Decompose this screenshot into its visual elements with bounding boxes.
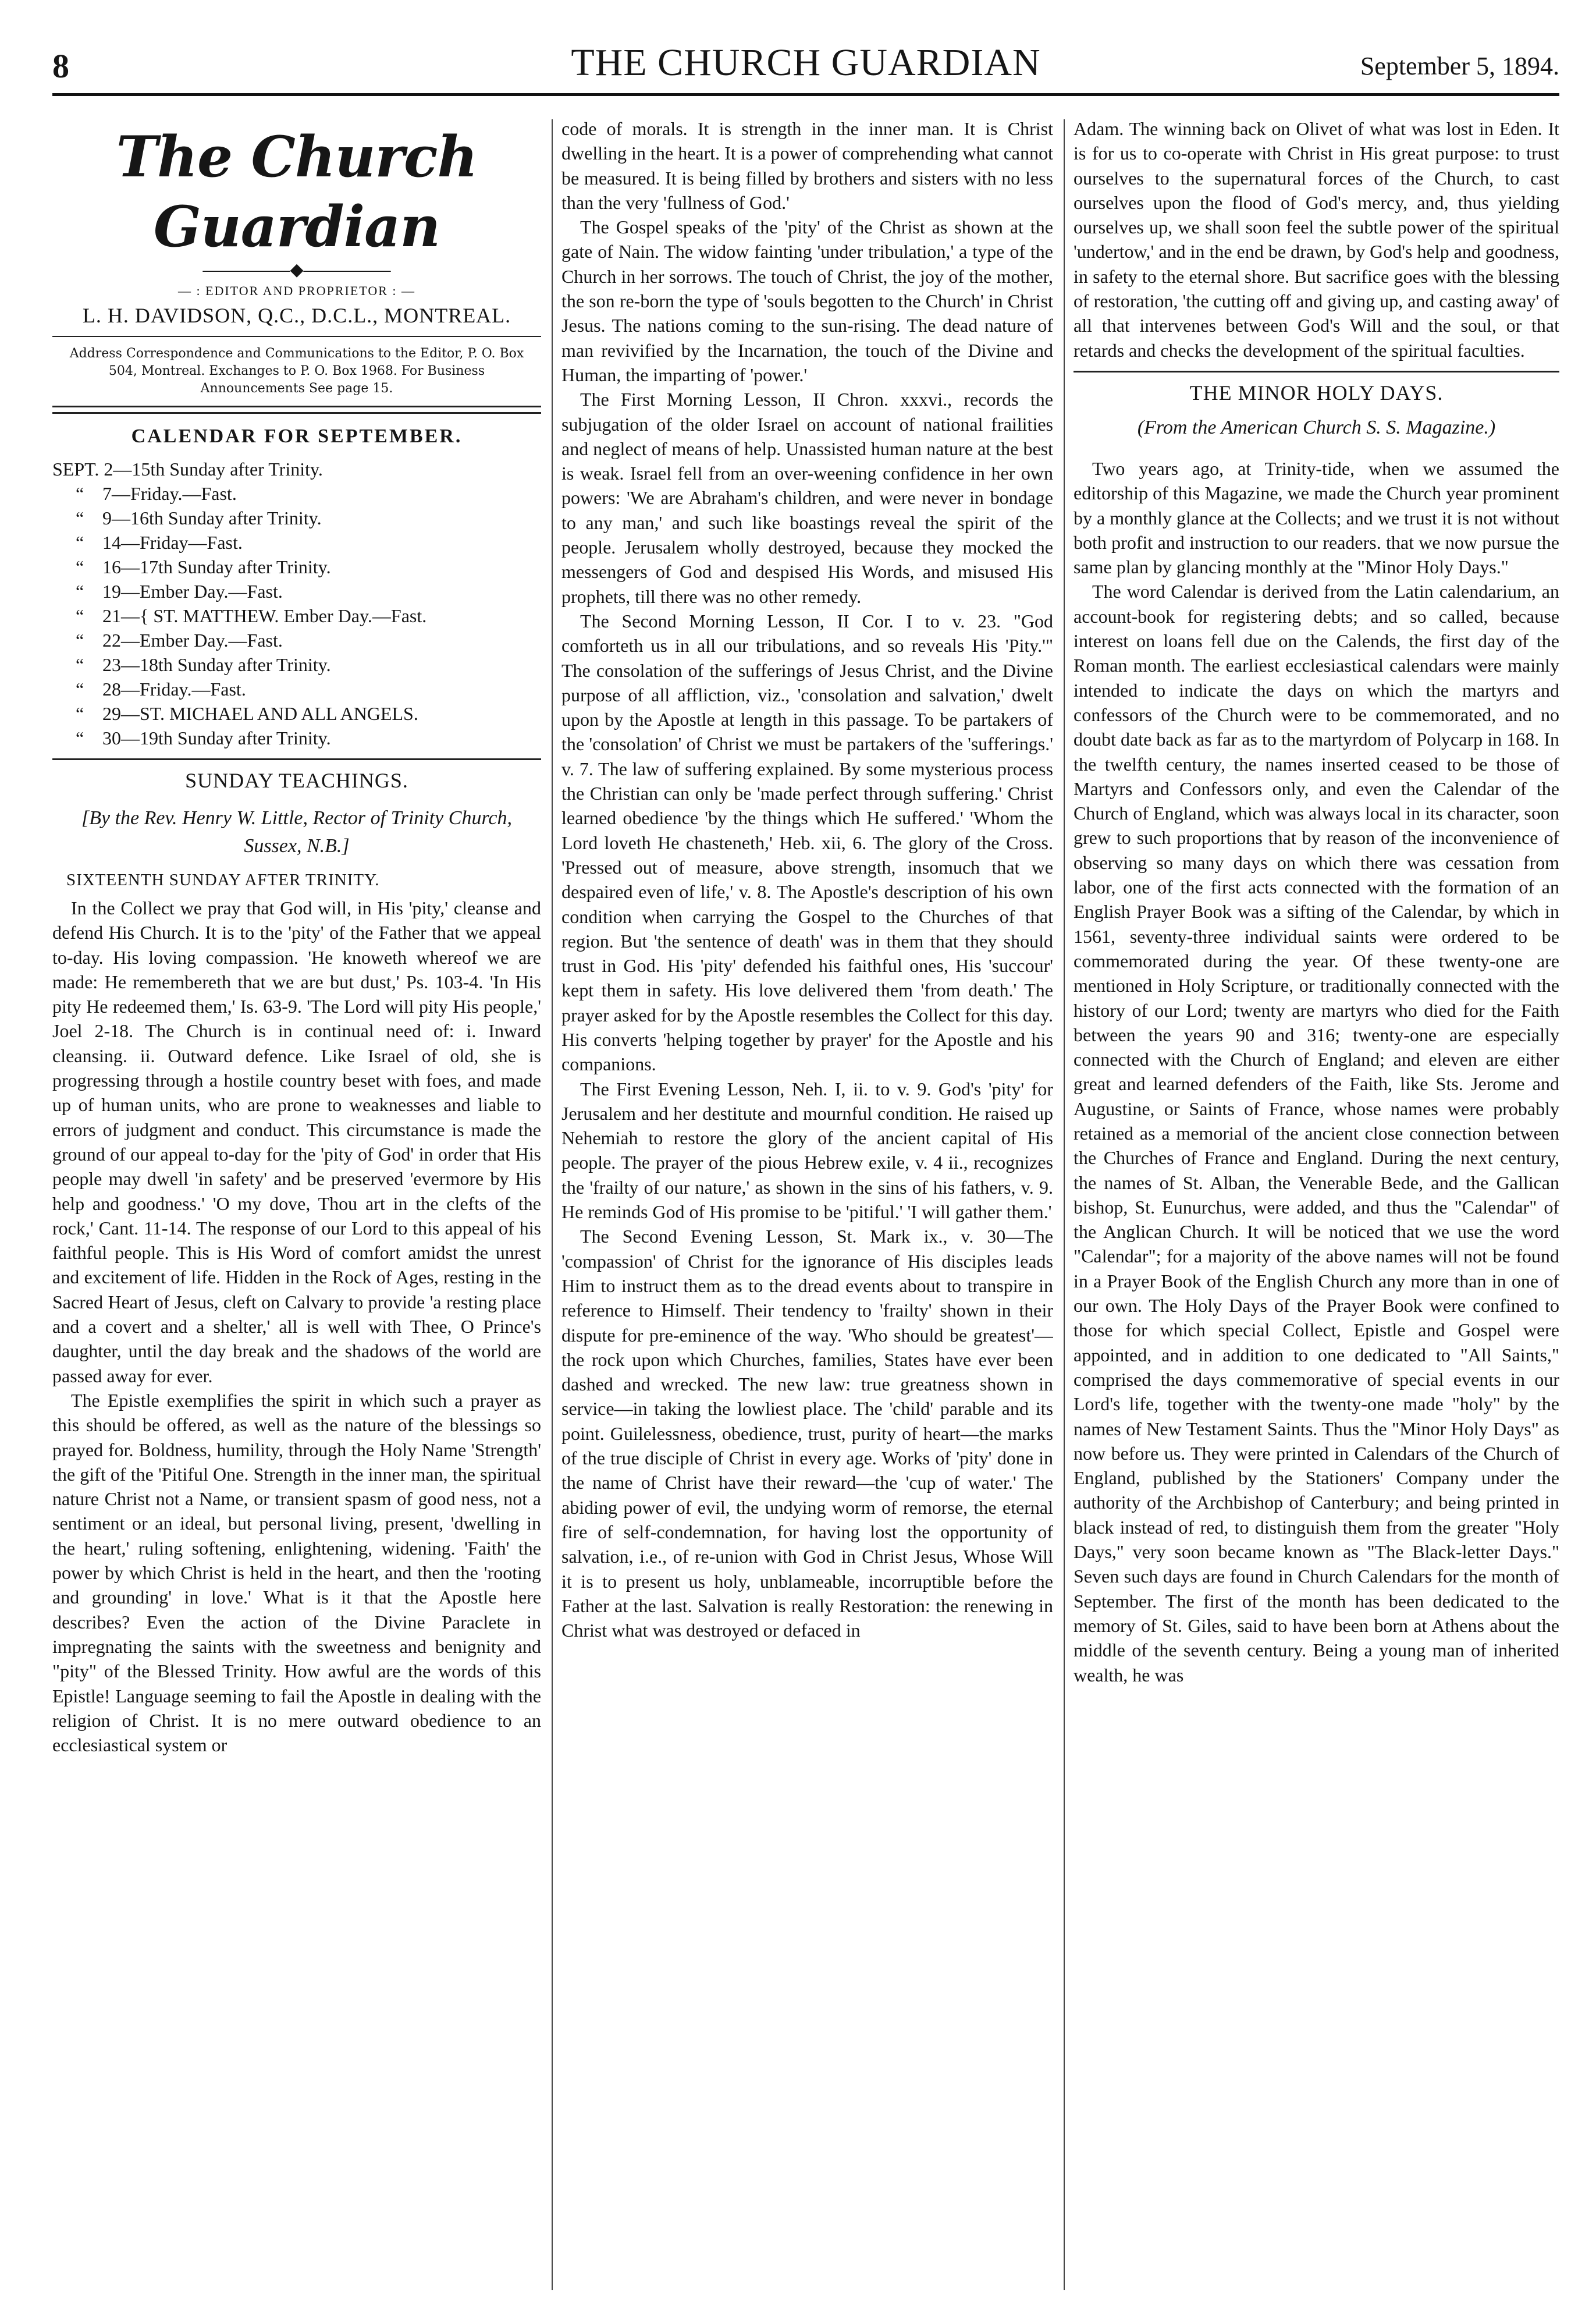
calendar-entry: “ 29—ST. MICHAEL AND ALL ANGELS. <box>76 703 418 724</box>
section-title-minor-holy-days: THE MINOR HOLY DAYS. <box>1189 381 1444 405</box>
editor-label: — : EDITOR AND PROPRIETOR : — <box>177 283 415 298</box>
rule <box>52 406 541 414</box>
column-divider <box>552 119 553 2290</box>
ornament-divider: —————◆————— <box>202 260 391 279</box>
article-paragraph: In the Collect we pray that God will, in His 'pity,' cleanse and defend His Church. It is to the 'pity' of the Father that we appeal to-day. His loving compassion. 'He knoweth whereof we are made: He remembereth that we are but dust,' Ps. 103-4. 'In His pity He redeemed them,' Is. 63-9. 'The Lord will pity His people,' Joel 2-18. The Church is in continual need of: i. Inward cleansing. ii. Outward defence. Like Israel of old, she is progressing through a hostile country beset with foes, and made up of human units, who are prone to weaknesses and liable to errors of judgment and conduct. This circumstance is made the ground of our appeal to-day for the 'pity of God' in order that His people may dwell 'in safety' and be preserved 'evermore by His help and goodness.' 'O my dove, Thou art in the clefts of the rock,' Cant. 11-14. The response of our Lord to this appeal of his faithful people. This is His Word of comfort amidst the unrest and excitement of life. Hidden in the Rock of Ages, resting in the Sacred Heart of Jesus, cleft on Calvary to provide 'a resting place and a covert and a shelter,' all is well with Thee, O Prince's daughter, until the day break and the shadows of the world are passed away for ever. <box>52 897 541 1386</box>
column-divider <box>1064 119 1065 2290</box>
article-paragraph: code of morals. It is strength in the inner man. It is Christ dwelling in the heart. It is a power of comprehending what cannot be measured. It is being filled by brothers and sisters with no less than the very 'fullness of God.' <box>561 118 1053 213</box>
calendar-entry: “ 19—Ember Day.—Fast. <box>76 581 283 602</box>
address-notice: Address Correspondence and Communications to the Editor, P. O. Box 504, Montreal. Exchanges to P. O. Box 1968. For Business Announcements See page 15. <box>69 346 524 396</box>
calendar-heading: CALENDAR FOR SEPTEMBER. <box>131 425 463 447</box>
calendar-entry: SEPT. 2—15th Sunday after Trinity. <box>52 459 323 480</box>
byline: [By the Rev. Henry W. Little, Rector of Trinity Church, Sussex, N.B.] <box>81 807 512 857</box>
article-paragraph: The Epistle exemplifies the spirit in which such a prayer as this should be offered, as well as the nature of the blessings so prayed for. Boldness, humility, through the Holy Name 'Strength' the gift of the 'Pitiful One. Strength in the inner man, the spiritual nature Christ not a Name, or transient spasm of good ness, not a sentiment or an ideal, but personal living, present, 'dwelling in the heart,' ruling softening, enlightening, widening. 'Faith' the power by which Christ is held in the heart, and then the 'rooting and grounding' in love.' What is it that the Apostle here describes? Even the action of the Divine Paraclete in impregnating the saints with the sweetness and benignity and "pity" of the Blessed Trinity. How awful are the words of this Epistle! Language seeming to fail the Apostle in dealing with the religion of Christ. It is no mere outward obedience to an ecclesiastical system or <box>52 1389 541 1756</box>
article-paragraph: The First Morning Lesson, II Chron. xxxvi., records the subjugation of the older Israel on account of national frailities and neglect of means of help. Unassisted human nature at the best is weak. Israel fell from an over-weening confidence in her own powers: 'We are Abraham's children, and were never in bondage to any man,' and such like boastings reveal the spirit of the people. Jerusalem wholly destroyed, because they mocked the messengers of God and despised His Words, and misused His prophets, till there was no other remedy. <box>561 389 1053 607</box>
nameplate: The Church Guardian <box>116 124 478 260</box>
calendar-entry: “ 28—Friday.—Fast. <box>76 679 246 700</box>
running-title: THE CHURCH GUARDIAN <box>571 41 1041 84</box>
calendar-entry: “ 7—Friday.—Fast. <box>76 483 237 504</box>
calendar-list <box>52 457 541 750</box>
rule <box>52 336 541 337</box>
calendar-entry: “ 9—16th Sunday after Trinity. <box>76 508 322 528</box>
calendar-entry: “ 22—Ember Day.—Fast. <box>76 630 283 651</box>
calendar-entry: “ 14—Friday—Fast. <box>76 532 243 553</box>
calendar-entry: “ 30—19th Sunday after Trinity. <box>76 728 331 748</box>
article-paragraph: The Second Morning Lesson, II Cor. I to v. 23. "God comforteth us in all our tribulations, and so reveals His 'Pity.'" The consolation of the sufferings of Jesus Christ, and the Divine purpose of all affliction, viz., 'consolation and salvation,' dwelt upon by the Apostle at length in this passage. To be partakers of the 'consolation' of Christ we must be partakers of the 'sufferings.' v. 7. The law of suffering explained. By some mysterious process the Christian can only be 'made perfect through suffering.' Christ learned obedience 'by the things which He suffered.' 'Whom the Lord loveth He chasteneth,' Heb. xii, 6. The glory of the Cross. 'Pressed out of measure, above strength, insomuch that we despaired even of life,' v. 8. The Apostle's description of his own condition when carrying the Gospel to the Churches of that region. But 'the sentence of death' was in them that they should trust in God. His 'pity' defended his faithful ones, His 'succour' kept them in safety. His love delivered them 'from death.' The prayer asked for by the Apostle resembles the Collect for this day. His converts 'helping together by prayer' for the Apostle and his companions. <box>561 610 1053 1075</box>
article-paragraph: The Gospel speaks of the 'pity' of the Christ as shown at the gate of Nain. The widow fainting 'under tribulation,' a type of the Church in her sorrows. The touch of Christ, the joy of the mother, the son re-born the type of 'souls begotten to the Church' in Christ Jesus. The nations coming to the sun-rising. The dead nature of man revivified by the Incarnation, the touch of the Divine and Human, the imparting of 'power.' <box>561 217 1053 385</box>
article-paragraph: Adam. The winning back on Olivet of what was lost in Eden. It is for us to co-operate with Christ in His great purpose: to trust ourselves to the supernatural forces of the Church, to cast ourselves upon the flood of God's mercy, and, thus yielding ourselves up, we shall soon feel the subtle power of the spiritual 'undertow,' and in the end be drawn, by God's help and goodness, in safety to the eternal shore. But sacrifice goes with the blessing of restoration, 'the cutting off and giving up, and casting away' of all that intervenes between God's Will and the soul, or that retards and checks the development of the spiritual faculties. <box>1074 118 1559 361</box>
column-left <box>52 116 541 2293</box>
editor-name: L. H. DAVIDSON, Q.C., D.C.L., MONTREAL. <box>82 304 511 327</box>
article-paragraph: Two years ago, at Trinity-tide, when we assumed the editorship of this Magazine, we made the Church year prominent by a monthly glance at the Collects; and we trust it is not without both profit and instruction to our readers. that we now pursue the same plan by glancing monthly at the "Minor Holy Days." <box>1074 457 1559 578</box>
column-right <box>1074 116 1559 2293</box>
issue-date: September 5, 1894. <box>1360 52 1559 80</box>
rule <box>1074 371 1559 372</box>
rule <box>52 758 541 760</box>
column-middle <box>561 116 1053 2293</box>
source-attribution: (From the American Church S. S. Magazine.) <box>1137 416 1496 438</box>
calendar-entry: “ 16—17th Sunday after Trinity. <box>76 556 331 577</box>
section-title-sunday-teachings: SUNDAY TEACHINGS. <box>185 769 408 792</box>
masthead <box>52 41 1559 96</box>
article-paragraph: The First Evening Lesson, Neh. I, ii. to v. 9. God's 'pity' for Jerusalem and her destitute and mournful condition. He raised up Nehemiah to restore the glory of the ancient capital of His people. The prayer of the pious Hebrew exile, v. 4 ii., recognizes the 'frailty of our nature,' as shown in the sins of his fathers, v. 9. He reminds God of His promise to be 'pitiful.' 'I will gather them.' <box>561 1078 1053 1223</box>
subhead: SIXTEENTH SUNDAY AFTER TRINITY. <box>66 871 380 889</box>
calendar-entry: “ 23—18th Sunday after Trinity. <box>76 654 331 675</box>
calendar-entry: “ 21—{ ST. MATTHEW. Ember Day.—Fast. <box>76 605 427 626</box>
page-number: 8 <box>52 47 69 85</box>
article-paragraph: The Second Evening Lesson, St. Mark ix., v. 30—The 'compassion' of Christ for the ignorance of His disciples leads Him to instruct them as to the dread events about to transpire in reference to Himself. Their tendency to 'frailty' shown in their dispute for pre-eminence of the way. 'Who should be greatest'—the rock upon which Churches, families, States have ever been dashed and wrecked. The new law: true greatness shown in service—in taking the lowliest place. The 'child' parable and its point. Guilelessness, obedience, trust, purity of heart—the marks of the true disciple of Christ in every age. Works of 'pity' done in the name of Christ have their reward—the 'cup of water.' The abiding power of evil, the undying worm of remorse, the eternal fire of self-condemnation, for having lost the opportunity of salvation, i.e., of re-union with God in Christ Jesus, Whose Will it is to present us holy, unblameable, incorruptible before the Father at the last. Salvation is really Restoration: the renewing in Christ what was destroyed or defaced in <box>561 1226 1053 1641</box>
article-paragraph: The word Calendar is derived from the Latin calendarium, an account-book for registering debts; and so called, because interest on loans fell due on the Calends, the first day of the Roman month. The earliest ecclesiastical calendars were mainly intended to indicate the days on which the martyrs and confessors of the Church were to be commemorated, and no doubt date back as far as to the martyrdom of Polycarp in 168. In the twelfth century, the names inserted ceased to be those of Martyrs and Confessors only, and even the Calendar of the Church of England, which was always local in its character, soon grew to such proportions that by reason of the inconvenience of observing so many days on which there was cessation from labor, one of the first acts connected with the formation of an English Prayer Book was a sifting of the Calendar, by which in 1561, seventy-three individual saints were ordered to be commemorated during the year. Of these twenty-one are mentioned in Holy Scripture, or traditionally connected with the history of our Lord; twenty are martyrs who died for the Faith between the years 90 and 316; twenty-one are especially connected with the Church of England; and eleven are either great and learned defenders of the Faith, like Sts. Jerome and Augustine, or Saints of France, whose names were probably retained as a memorial of the ancient close connection between the Churches of France and England. During the next century, the names of St. Alban, the Venerable Bede, and the Gallican bishop, St. Eunurchus, were added, and thus the "Calendar" of the Anglican Church. It will be noticed that we use the word "Calendar"; for a majority of the above names will not be found in a Prayer Book of the English Church any more than in one of our own. The Holy Days of the Prayer Book were confined to those for which special Collect, Epistle and Gospel were appointed, and in addition to one dedicated to "All Saints," comprised the days commemorative of special events in our Lord's life, together with the twenty-one made "holy" by the names of New Testament Saints. Thus the "Minor Holy Days" as now before us. They were printed in Calendars of the Church of England, published by the Stationers' Company under the authority of the Archbishop of Canterbury; and being printed in black instead of red, to distinguish them from the greater "Holy Days," very soon became known as "The Black-letter Days." Seven such days are found in Church Calendars for the month of September. The first of the month has been dedicated to the memory of St. Giles, said to have been born at Athens about the middle of the seventh century. Being a young man of inherited wealth, he was <box>1074 581 1559 1686</box>
